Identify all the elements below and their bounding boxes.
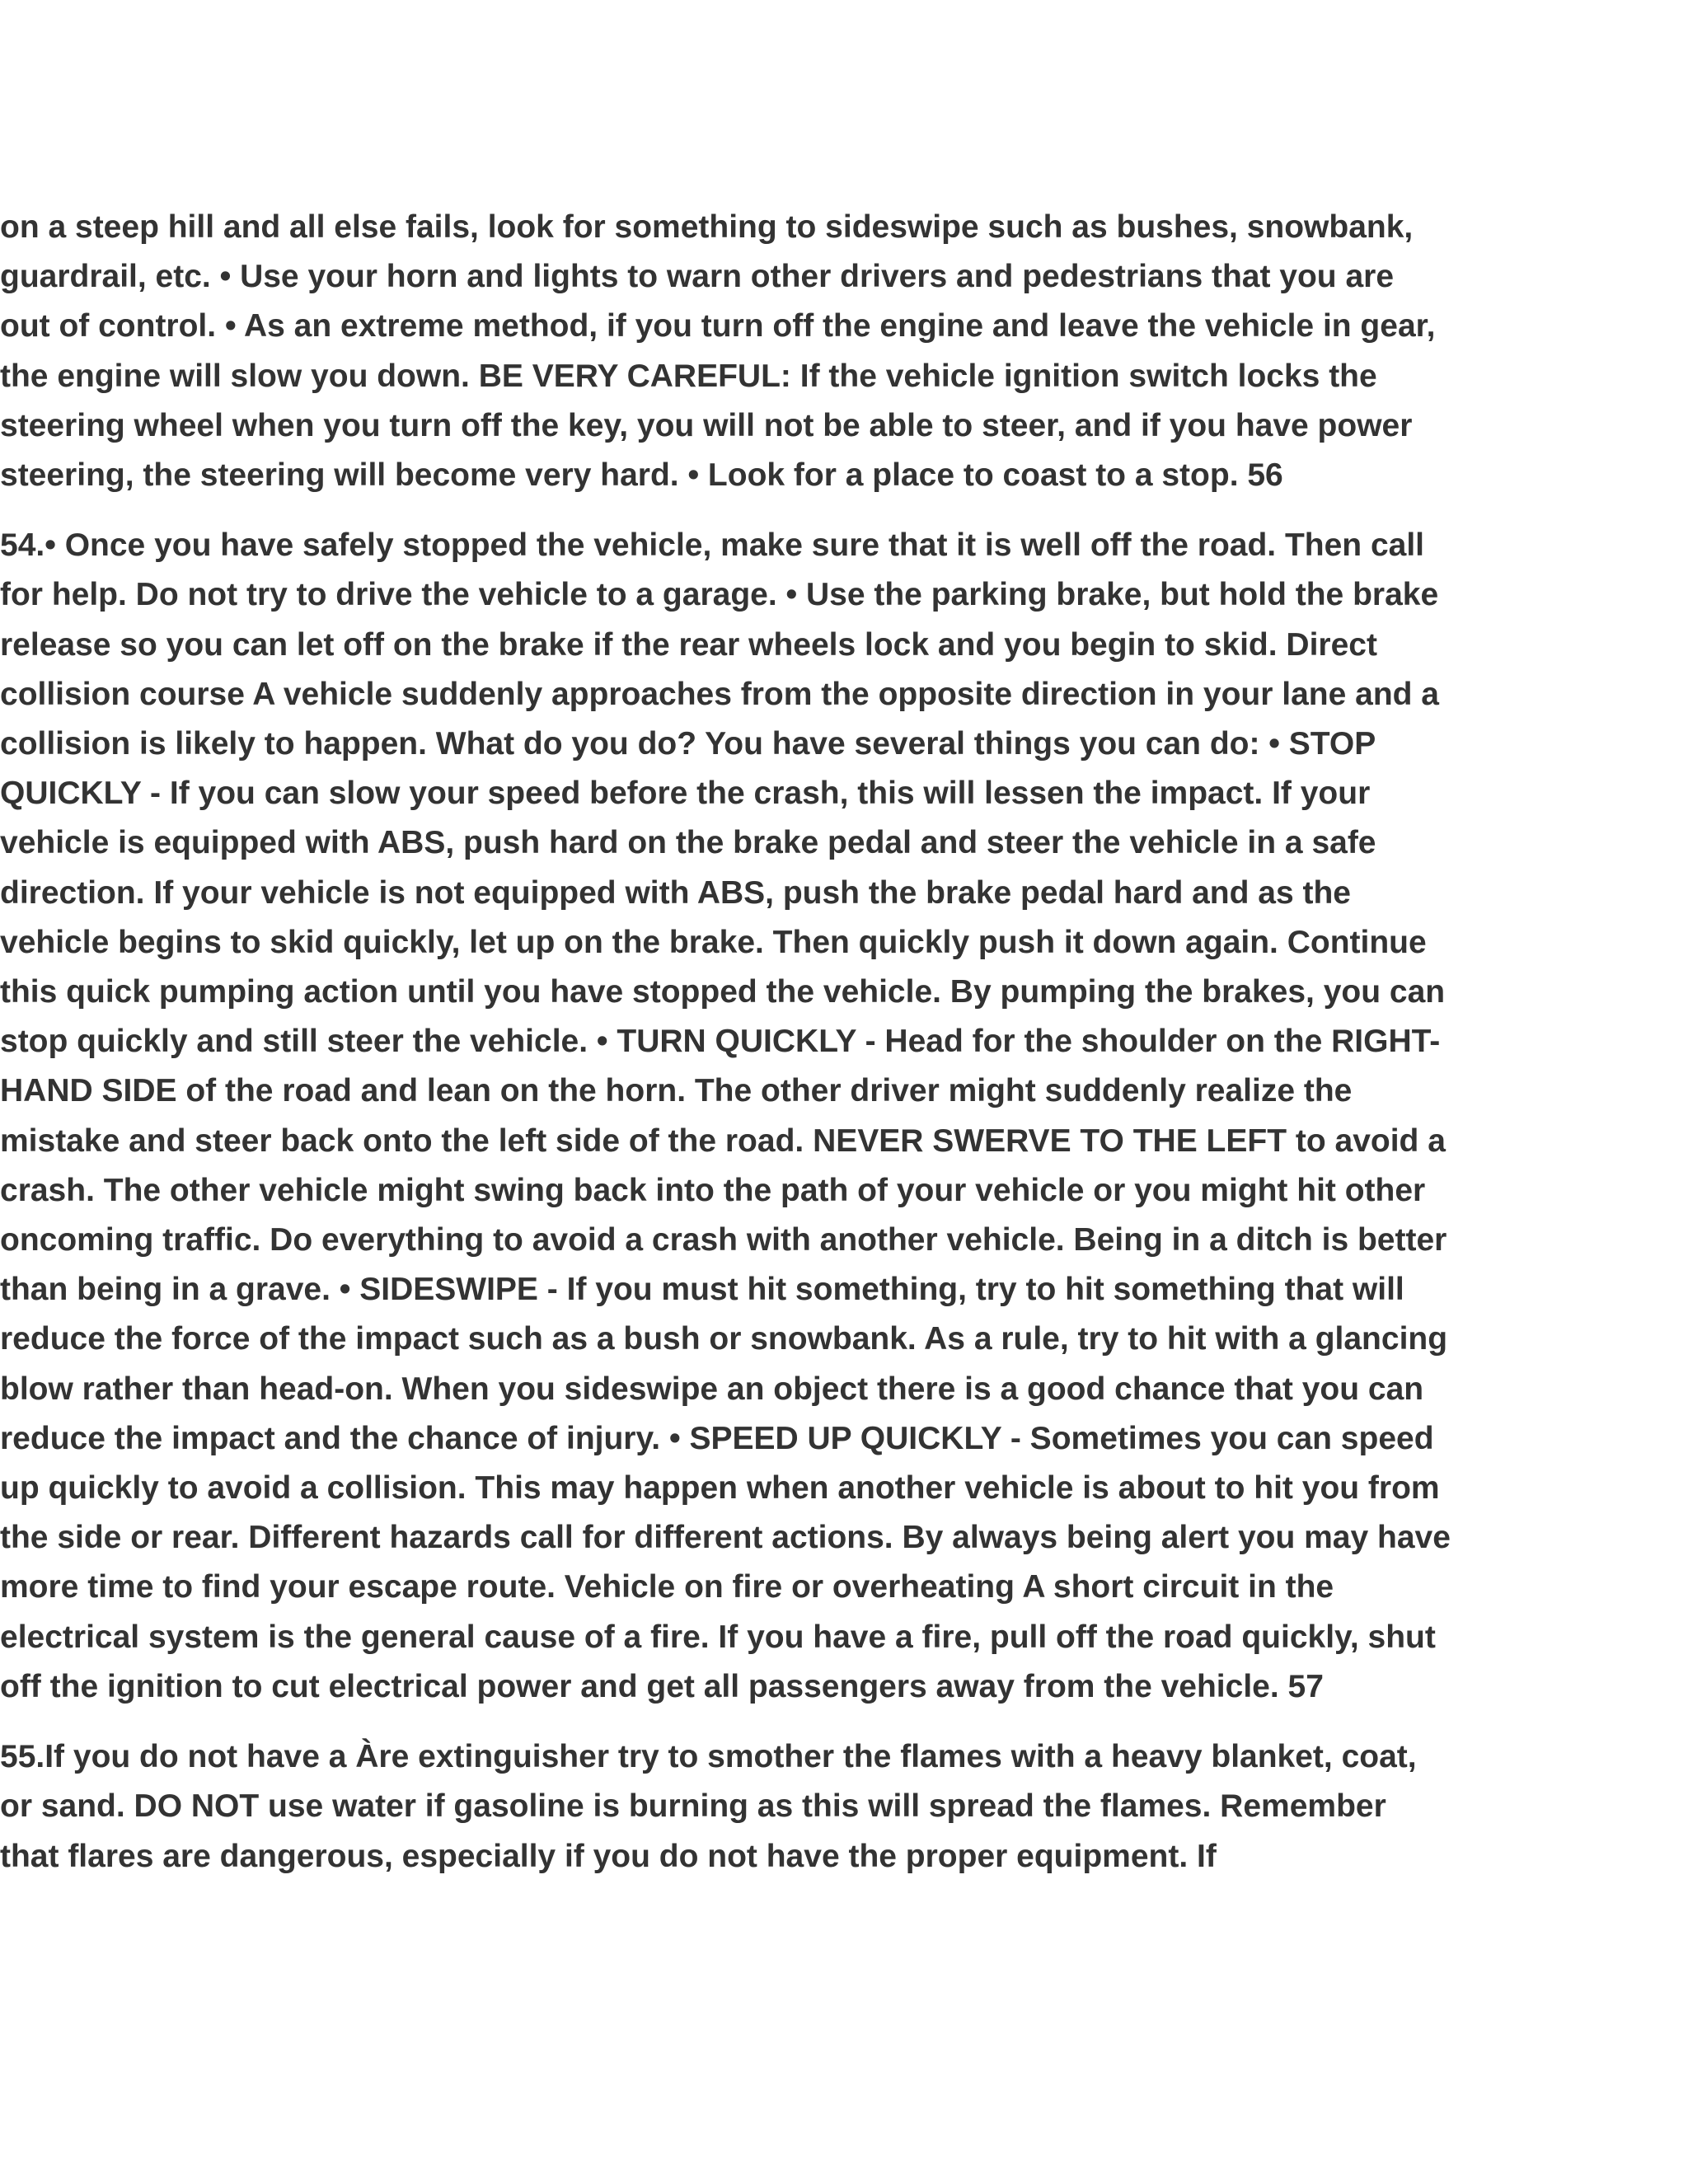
document-page — [0, 203, 1451, 1882]
paragraph-3: 55.If you do not have a Àre extinguisher try to smother the flames with a heavy blanket, coat, or sand. DO NOT use water if gasoline is burning as this will spread the flames. Remember that flares are dangerous, especially if you do not have the proper equipment. If — [0, 1739, 1417, 1874]
paragraph-2: 54.• Once you have safely stopped the vehicle, make sure that it is well off the road. Then call for help. Do not try to drive the vehicle to a garage. • Use the parking brake, but hold the brake release so you can let off on the brake if the rear wheels lock and you begin to skid. Direct collision course A vehicle suddenly approaches from the opposite direction in your lane and a collision is likely to happen. What do you do? You have several things you can do: • STOP QUICKLY - If you can slow your speed before the crash, this will lessen the impact. If your vehicle is equipped with ABS, push hard on the brake pedal and steer the vehicle in a safe direction. If your vehicle is not equipped with ABS, push the brake pedal hard and as the vehicle begins to skid quickly, let up on the brake. Then quickly push it down again. Continue this quick pumping action until you have stopped the vehicle. By pumping the brakes, you can stop quickly and still steer the vehicle. • TURN QUICKLY - Head for the shoulder on the RIGHT-HAND SIDE of the road and lean on the horn. The other driver might suddenly realize the mistake and steer back onto the left side of the road. NEVER SWERVE TO THE LEFT to avoid a crash. The other vehicle might swing back into the path of your vehicle or you might hit other oncoming traffic. Do everything to avoid a crash with another vehicle. Being in a ditch is better than being in a grave. • SIDESWIPE - If you must hit something, try to hit something that will reduce the force of the impact such as a bush or snowbank. As a rule, try to hit with a glancing blow rather than head-on. When you sideswipe an object there is a good chance that you can reduce the impact and the chance of injury. • SPEED UP QUICKLY - Sometimes you can speed up quickly to avoid a collision. This may happen when another vehicle is about to hit you from the side or rear. Different hazards call for different actions. By always being alert you may have more time to find your escape route. Vehicle on fire or overheating A short circuit in the electrical system is the general cause of a fire. If you have a fire, pull off the road quickly, shut off the ignition to cut electrical power and get all passengers away from the vehicle. 57 — [0, 527, 1451, 1704]
paragraph-1: on a steep hill and all else fails, look for something to sideswipe such as bushes, snowbank, guardrail, etc. • Use your horn and lights to warn other drivers and pedestrians that you are out of control. • As an extreme method, if you turn off the engine and leave the vehicle in gear, the engine will slow you down. BE VERY CAREFUL: If the vehicle ignition switch locks the steering wheel when you turn off the key, you will not be able to steer, and if you have power steering, the steering will become very hard. • Look for a place to coast to a stop. 56 — [0, 209, 1436, 494]
